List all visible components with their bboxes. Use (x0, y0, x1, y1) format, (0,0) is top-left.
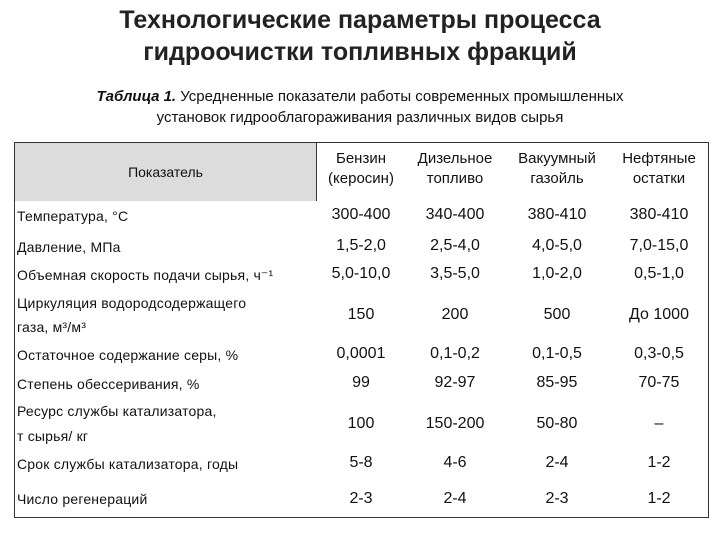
column-header-line: остатки (632, 170, 686, 187)
table-cell: 380-410 (527, 206, 587, 223)
table-cell: 150 (347, 306, 375, 323)
row-label-line: Циркуляция водородсодержащего (17, 295, 247, 311)
header-label: Показатель (128, 164, 203, 180)
column-header-line: Бензин (335, 150, 386, 167)
table-cell: 1,5-2,0 (336, 237, 386, 254)
table-cell: 0,1-0,2 (430, 345, 480, 362)
table-cell: 0,1-0,5 (532, 345, 582, 362)
table-cell: 85-95 (536, 374, 578, 391)
table-cell: 92-97 (434, 374, 476, 391)
table-cell: 2-3 (545, 490, 569, 507)
column-header-gasoline (319, 149, 403, 189)
table-cell: 7,0-15,0 (629, 237, 689, 254)
table-cell: 4,0-5,0 (532, 237, 582, 254)
table-cell: 200 (441, 306, 469, 323)
row-label-temperature: Температура, °С (17, 208, 129, 224)
table-cell: 3,5-5,0 (430, 265, 480, 282)
slide-title-line-2: гидроочистки топливных фракций (143, 38, 577, 66)
column-header-line: Нефтяные (622, 150, 696, 167)
column-header-diesel (405, 149, 505, 189)
column-header-line: топливо (426, 170, 484, 187)
table-cell: 0,5-1,0 (634, 265, 684, 282)
table-cell: 2-3 (349, 490, 373, 507)
table-cell: 2,5-4,0 (430, 237, 480, 254)
table-cell: 5,0-10,0 (331, 265, 391, 282)
table-cell: 2-4 (443, 490, 467, 507)
row-label-space-velocity: Объемная скорость подачи сырья, ч⁻¹ (17, 267, 274, 283)
table-cell: 1-2 (647, 490, 671, 507)
table-cell: 2-4 (545, 454, 569, 471)
row-label-line: т сырья/ кг (17, 428, 89, 444)
column-header-residues (609, 149, 709, 189)
row-label-hydrogen-circulation (17, 293, 246, 337)
table-cell: 100 (347, 415, 375, 432)
table-cell: 99 (352, 374, 370, 391)
table-cell: 0,3-0,5 (634, 345, 684, 362)
table-caption (20, 86, 700, 128)
table-cell: 50-80 (536, 415, 578, 432)
column-header-line: газойль (530, 170, 584, 187)
table-cell: 340-400 (425, 206, 485, 223)
row-label-catalyst-resource (17, 401, 217, 446)
parameters-table (14, 142, 709, 518)
table-cell: 1,0-2,0 (532, 265, 582, 282)
table-cell: 5-8 (349, 454, 373, 471)
row-label-pressure: Давление, МПа (17, 239, 121, 255)
caption-label: Таблица 1. (96, 88, 177, 105)
table-cell: 500 (543, 306, 571, 323)
table-cell: 70-75 (638, 374, 680, 391)
table-cell: 4-6 (443, 454, 467, 471)
row-label-desulfurization: Степень обессеривания, % (17, 376, 200, 392)
row-label-regenerations: Число регенераций (17, 491, 148, 507)
caption-text-line-1: Усредненные показатели работы современных промышленных (176, 88, 624, 105)
caption-text-line-2: установок гидрооблагораживания различных видов сырья (156, 109, 564, 126)
slide-title (0, 4, 720, 68)
row-label-catalyst-lifetime: Срок службы катализатора, годы (17, 456, 239, 472)
row-label-residual-sulfur: Остаточное содержание серы, % (17, 347, 239, 363)
table-cell: До 1000 (629, 306, 689, 323)
table-cell: 380-410 (629, 206, 689, 223)
table-cell: 0,0001 (336, 345, 386, 362)
column-header-vacuum-gasoil (507, 149, 607, 189)
column-header-line: Вакуумный (518, 150, 596, 167)
table-cell: 300-400 (331, 206, 391, 223)
table-cell: 150-200 (425, 415, 485, 432)
table-cell: 1-2 (647, 454, 671, 471)
column-header-line: Дизельное (417, 150, 493, 167)
table-cell: – (654, 415, 664, 432)
column-header-line: (керосин) (328, 170, 394, 187)
row-label-line: газа, м³/м³ (17, 319, 87, 335)
slide-title-line-1: Технологические параметры процесса (119, 6, 601, 34)
row-label-line: Ресурс службы катализатора, (17, 403, 217, 419)
